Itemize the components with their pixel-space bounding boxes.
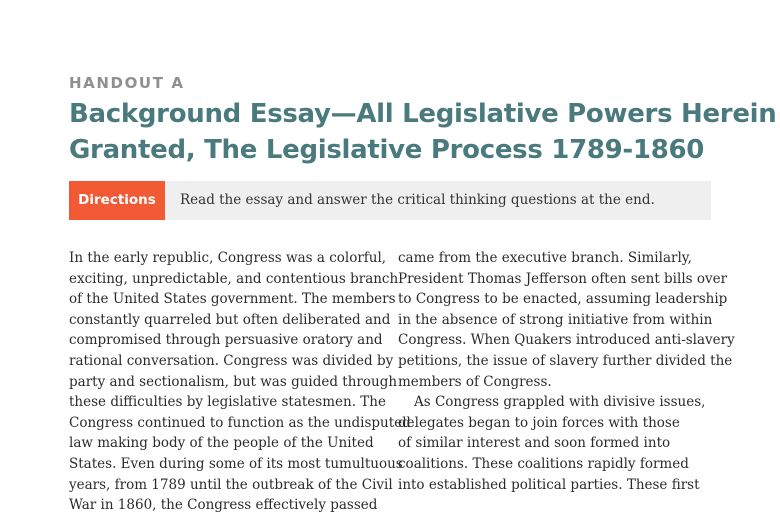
essay-line: coalitions. These coalitions rapidly formed	[398, 455, 689, 472]
essay-line: States. Even during some of its most tumultuous	[69, 455, 403, 472]
essay-line: Congress. When Quakers introduced anti-slavery	[398, 332, 735, 349]
essay-line: In the early republic, Congress was a colorful,	[69, 250, 387, 266]
directions-label: Directions	[69, 181, 165, 220]
essay-line: into established political parties. These first	[398, 476, 700, 493]
essay-line: in the absence of strong initiative from within	[398, 311, 713, 328]
essay-line: law making body of the people of the United	[69, 435, 374, 452]
essay-line: petitions, the issue of slavery further divided the	[398, 352, 733, 369]
handout-label: HANDOUT A	[69, 74, 185, 92]
essay-line: party and sectionalism, but was guided through	[69, 373, 398, 390]
essay-line: War in 1860, the Congress effectively passed	[69, 497, 378, 514]
essay-line: rational conversation. Congress was divided by	[69, 352, 394, 369]
directions-text: Read the essay and answer the critical thinking questions at the end.	[180, 192, 655, 208]
essay-left-column	[69, 248, 411, 516]
essay-line: Congress continued to function as the undisputed	[69, 414, 411, 431]
essay-line: of similar interest and soon formed into	[398, 435, 671, 452]
essay-right-column	[398, 248, 735, 495]
essay-line: President Thomas Jefferson often sent bills over	[398, 270, 728, 287]
essay-line: members of Congress.	[398, 373, 552, 390]
essay-line: years, from 1789 until the outbreak of the Civil	[69, 476, 393, 493]
page-title	[69, 96, 777, 168]
title-line-1: Background Essay—All Legislative Powers Herein	[69, 99, 777, 129]
essay-line: exciting, unpredictable, and contentious branch	[69, 270, 399, 287]
essay-line: these difficulties by legislative statesmen. The	[69, 394, 386, 411]
directions-bar	[69, 181, 711, 220]
essay-line: constantly quarreled but often deliberated and	[69, 311, 391, 328]
essay-line: delegates began to join forces with those	[398, 414, 680, 431]
title-line-2: Granted, The Legislative Process 1789-1860	[69, 135, 705, 165]
essay-line: compromised through persuasive oratory and	[69, 332, 383, 349]
essay-line: to Congress to be enacted, assuming leadership	[398, 291, 728, 308]
essay-line: came from the executive branch. Similarly,	[398, 250, 692, 266]
essay-line: As Congress grappled with divisive issues,	[414, 394, 706, 411]
essay-line: of the United States government. The members	[69, 291, 396, 308]
